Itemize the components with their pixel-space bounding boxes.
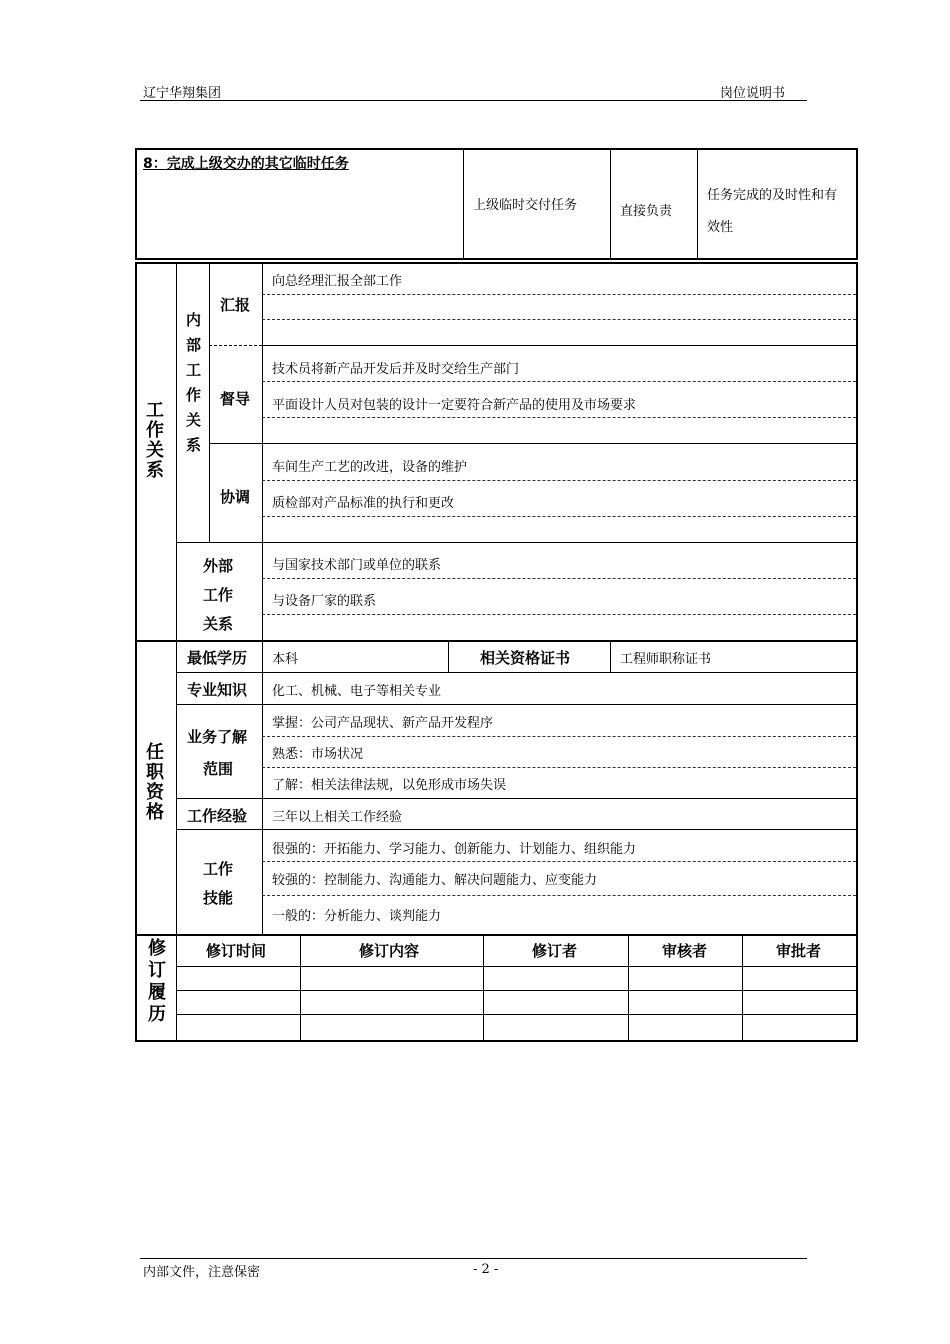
- report-label: 汇报: [220, 296, 251, 314]
- supervise-label: 督导: [220, 390, 251, 408]
- certificate-value: 工程师职称证书: [620, 652, 712, 667]
- task-criteria-line2: 效性: [707, 220, 734, 235]
- skills-label-1: 工作: [203, 860, 234, 878]
- work-relations-label: 工作关系: [143, 400, 164, 480]
- col-revision-content: 修订内容: [359, 942, 420, 960]
- internal-relations-label: 内部工作关系: [184, 312, 202, 462]
- skills-label-2: 技能: [203, 889, 234, 907]
- business-label-2: 范围: [203, 760, 234, 778]
- supervise-item-2: 平面设计人员对包装的设计一定要符合新产品的使用及市场要求: [272, 398, 637, 413]
- report-item-1: 向总经理汇报全部工作: [272, 274, 403, 289]
- education-label: 最低学历: [187, 649, 248, 667]
- external-label-3: 关系: [203, 615, 234, 633]
- header-rule: [140, 100, 807, 101]
- coordinate-item-1: 车间生产工艺的改进，设备的维护: [272, 460, 468, 475]
- external-label-2: 工作: [203, 586, 234, 604]
- skills-item-2: 较强的：控制能力、沟通能力、解决问题能力、应变能力: [272, 873, 598, 888]
- task-criteria-line1: 任务完成的及时性和有: [707, 188, 838, 203]
- experience-value: 三年以上相关工作经验: [272, 810, 403, 825]
- knowledge-label: 专业知识: [187, 681, 248, 699]
- task-basis: 上级临时交付任务: [473, 198, 578, 213]
- col-revision-time: 修订时间: [206, 942, 267, 960]
- coordinate-label: 协调: [220, 488, 251, 506]
- experience-label: 工作经验: [187, 807, 248, 825]
- external-label-1: 外部: [203, 557, 234, 575]
- skills-item-3: 一般的：分析能力、谈判能力: [272, 909, 442, 924]
- footer-rule: [140, 1258, 807, 1259]
- col-reviser: 修订者: [532, 942, 578, 960]
- task-responsibility: 直接负责: [620, 204, 673, 219]
- knowledge-value: 化工、机械、电子等相关专业: [272, 684, 442, 699]
- external-item-2: 与设备厂家的联系: [272, 594, 377, 609]
- col-reviewer: 审核者: [662, 942, 708, 960]
- business-item-3: 了解：相关法律法规，以免形成市场失误: [272, 778, 507, 793]
- education-value: 本科: [272, 652, 299, 667]
- footer-confidential: 内部文件，注意保密: [143, 1265, 261, 1280]
- coordinate-item-2: 质检部对产品标准的执行和更改: [272, 496, 455, 511]
- page-number: - 2 -: [473, 1262, 499, 1277]
- task-title: 8：完成上级交办的其它临时任务: [143, 156, 349, 172]
- document-title: 岗位说明书: [720, 86, 786, 101]
- revision-history-label: 修订履历: [145, 938, 166, 1026]
- company-name: 辽宁华翔集团: [143, 86, 222, 101]
- supervise-item-1: 技术员将新产品开发后并及时交给生产部门: [272, 362, 520, 377]
- certificate-label: 相关资格证书: [480, 649, 571, 667]
- business-item-1: 掌握：公司产品现状、新产品开发程序: [272, 716, 494, 731]
- col-approver: 审批者: [776, 942, 822, 960]
- business-label-1: 业务了解: [187, 728, 248, 746]
- qualifications-label: 任职资格: [143, 742, 164, 822]
- business-item-2: 熟悉：市场状况: [272, 747, 364, 762]
- external-item-1: 与国家技术部门或单位的联系: [272, 558, 442, 573]
- skills-item-1: 很强的：开拓能力、学习能力、创新能力、计划能力、组织能力: [272, 842, 637, 857]
